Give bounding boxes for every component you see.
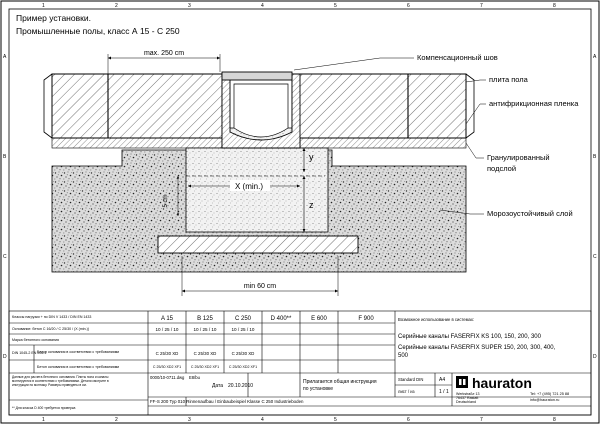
grid-letter-right: B: [593, 154, 597, 160]
logo-mark-bar-1: [459, 379, 462, 385]
logo-text: hauraton: [472, 375, 532, 391]
grid-number-top: 5: [334, 3, 337, 9]
load-class-header: C 250: [234, 316, 252, 322]
systems-line-1: Серийные каналы FASERFIX KS 100, 150, 200, 300: [398, 334, 541, 340]
dim-max-label: max. 250 cm: [143, 50, 185, 57]
grid-letter-right: D: [593, 354, 597, 360]
concrete-grade: C 25/30 XD: [155, 351, 179, 356]
format-value: A4: [439, 377, 446, 383]
systems-line-2: Серийные каналы FASERFIX SUPER 150, 200, 300, 400, 500: [398, 345, 556, 359]
grid-number-bottom: 2: [115, 417, 118, 423]
callout-expansion-joint: Компенсационный шов: [417, 53, 498, 62]
grid-letter-left: A: [3, 54, 7, 60]
grid-number-bottom: 8: [553, 417, 556, 423]
sheet-value: 1 / 1: [439, 389, 449, 395]
editor-code: E8/bu: [189, 375, 200, 380]
callout-antifriction: антифрикционная пленка: [489, 99, 579, 108]
exposure-class: C 25/30 XD2 XF1: [228, 365, 258, 369]
load-class-header: B 125: [197, 316, 213, 322]
sheet-label: лист / из: [398, 389, 415, 394]
table-notes: Данные для расчета бетонного основания. Плиты пола и каналы монтируются в соответствии с требованиями. Детали смотрите в инструкции по монтажу. Размеры приведены в см.: [12, 375, 109, 387]
exposure-class: C 25/30 XD2 XF1: [190, 365, 220, 369]
floor-slab-right: [292, 74, 466, 138]
load-class-header: E 600: [311, 316, 327, 322]
callout-granular-2: подслой: [487, 164, 517, 173]
channel-grate: [222, 72, 292, 80]
address-2: 76437 Rastatt: [456, 396, 479, 400]
grid-number-bottom: 5: [334, 417, 337, 423]
grid-letter-right: C: [593, 254, 597, 260]
grid-number-top: 1: [42, 3, 45, 9]
address-3: Deutschland: [456, 400, 476, 404]
base-value: 10 / 25 / 10: [155, 327, 179, 332]
grid-number-top: 4: [261, 3, 264, 9]
grid-number-bottom: 7: [480, 417, 483, 423]
drawing-number: 0000/10-0711.dwg: [150, 375, 185, 380]
title-line-2: Промышленные полы, класс А 15 - С 250: [16, 26, 180, 36]
systems-header: Возможное использование в системах:: [398, 317, 475, 322]
phone: Tel: +7 (495) 721 25 88: [530, 392, 570, 396]
email: info@hauraton.ru: [530, 398, 560, 402]
grid-number-top: 6: [407, 3, 410, 9]
row-exposure-label: Бетон основания в соответствии с требованиями: [37, 365, 120, 369]
load-class-header: D 400**: [270, 316, 292, 322]
table-footnote: ** Для класса D 400 требуется проверка: [12, 406, 76, 410]
base-slab: [158, 236, 358, 253]
base-value: 10 / 25 / 10: [231, 327, 255, 332]
load-class-header: F 900: [358, 316, 374, 322]
load-class-header: A 15: [160, 316, 174, 322]
grid-number-top: 3: [188, 3, 191, 9]
dim-x-label: X (min.): [235, 182, 263, 191]
grid-number-top: 7: [480, 3, 483, 9]
dim-min60-label: min 60 cm: [243, 283, 277, 290]
row-base-label: Основание: бетон C 16/20 / C 25/30 / (X (min.)): [12, 327, 90, 331]
floor-slab-left: [52, 74, 222, 138]
grid-letter-right: A: [593, 54, 597, 60]
row-load-class-label: Классы нагрузки + по DIN V 1433 / DIN EN 1433: [12, 315, 92, 319]
logo-mark: [456, 376, 468, 388]
channel-void: [234, 84, 288, 137]
installation-note: Прилагается общая инструкция по установке: [303, 379, 377, 392]
logo-mark-bar-2: [463, 379, 466, 385]
row-concrete-label: Бетон основания в соответствии с требованиями: [37, 350, 120, 354]
bottom-description: FF-S 200 Typ 010 Rinnenaufbau / Einbaubeispiel Klasse C 250 Industrieboden: [150, 399, 304, 404]
dim-z-label: z: [309, 200, 314, 210]
callout-floor-slab: плита пола: [489, 75, 528, 84]
grid-number-bottom: 1: [42, 417, 45, 423]
address-1: Werkstraße 13: [456, 392, 480, 396]
grid-number-bottom: 6: [407, 417, 410, 423]
standard-label: Standard DIN: [398, 377, 424, 382]
callout-granular-1: Гранулированный: [487, 153, 550, 162]
grid-letter-left: D: [3, 354, 7, 360]
dim-5cm-label: 5 cm: [163, 194, 169, 208]
grid-number-bottom: 3: [188, 417, 191, 423]
callout-frost-layer: Морозоустойчивый слой: [487, 209, 573, 218]
dim-y-label: y: [309, 152, 314, 162]
concrete-grade: C 25/30 XD: [231, 351, 255, 356]
date-value: 20.10.2010: [228, 383, 254, 389]
grid-letter-left: B: [3, 154, 7, 160]
row-grade-label: Марка бетонного основания: [12, 338, 59, 342]
exposure-class: C 25/30 XD2 XF1: [152, 365, 182, 369]
grid-number-bottom: 4: [261, 417, 264, 423]
title-line-1: Пример установки.: [16, 13, 91, 23]
grid-letter-left: C: [3, 254, 7, 260]
grid-number-top: 8: [553, 3, 556, 9]
date-label: Дата: [212, 383, 224, 389]
row-din-label: DIN 1045-2 EN 206-1: [12, 351, 47, 355]
concrete-grade: C 25/30 XD: [193, 351, 217, 356]
base-value: 10 / 25 / 10: [193, 327, 217, 332]
grid-number-top: 2: [115, 3, 118, 9]
